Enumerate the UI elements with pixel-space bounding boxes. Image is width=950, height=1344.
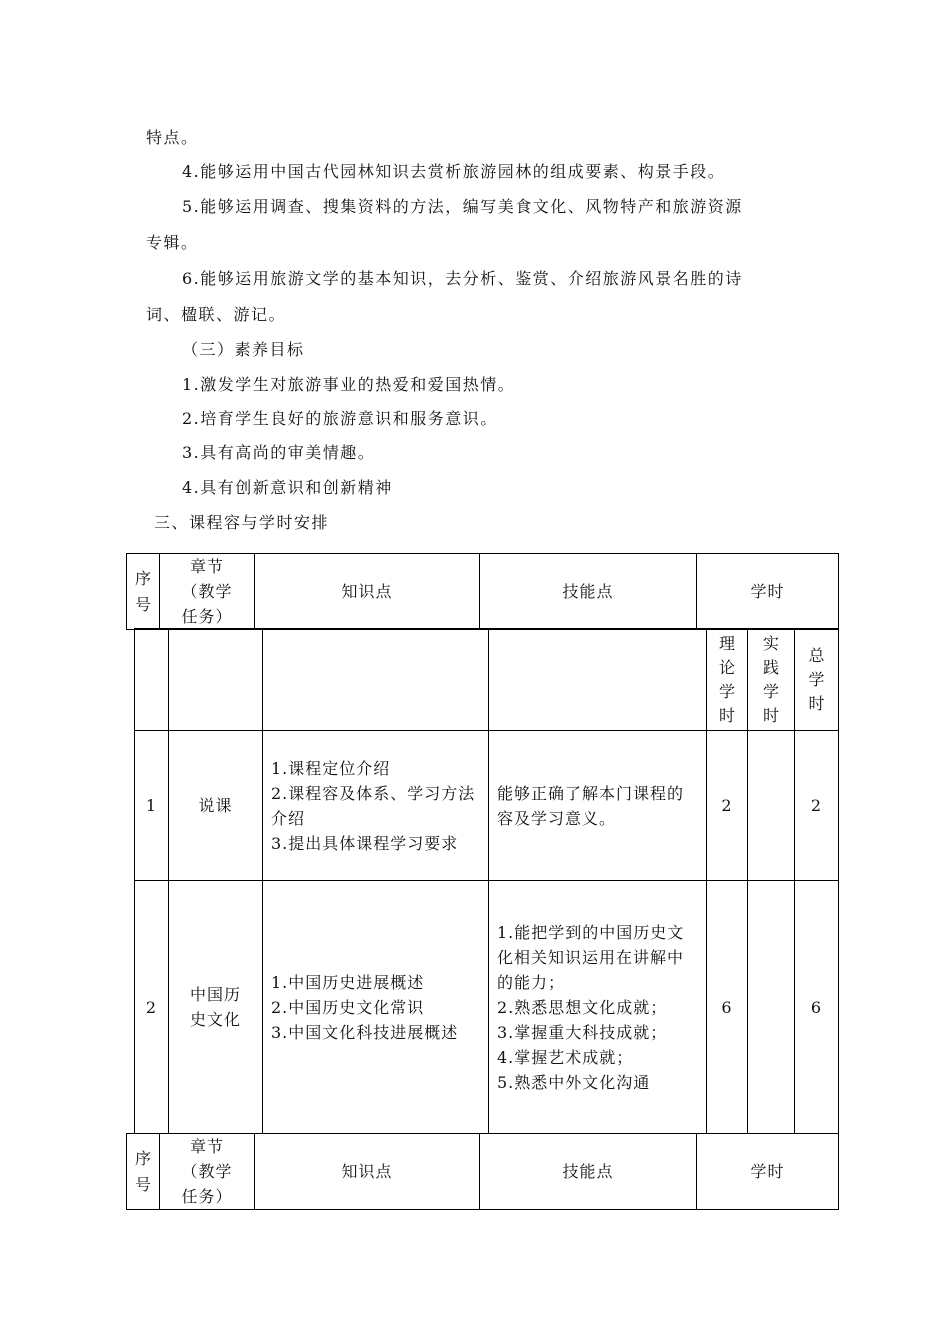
- row-theory: 2: [707, 731, 748, 881]
- table-subheader-row: [135, 629, 839, 731]
- table-row: [135, 731, 839, 881]
- row-knowledge: 1.中国历史进展概述 2.中国历史文化常识 3.中国文化科技进展概述: [263, 881, 489, 1134]
- row-total: 2: [795, 731, 839, 881]
- header-seq: 序号: [127, 554, 160, 630]
- subheader-practice: 实践学时: [748, 629, 795, 731]
- row-chapter: 中国历史文化: [169, 881, 263, 1134]
- table-row: [135, 881, 839, 1134]
- paragraph-line: 1.激发学生对旅游事业的热爱和爱国热情。: [182, 375, 516, 394]
- table-header-repeat: [126, 1133, 839, 1210]
- row-total: 6: [795, 881, 839, 1134]
- paragraph-line: 4.具有创新意识和创新精神: [182, 478, 393, 497]
- paragraph-line: 3.具有高尚的审美情趣。: [182, 443, 376, 462]
- row-seq: 1: [135, 731, 169, 881]
- row-practice: [748, 881, 795, 1134]
- row-practice: [748, 731, 795, 881]
- row-theory: 6: [707, 881, 748, 1134]
- paragraph-line: 6.能够运用旅游文学的基本知识，去分析、鉴赏、介绍旅游风景名胜的诗: [182, 269, 743, 288]
- subheader-total: 总学时: [795, 629, 839, 731]
- header-knowledge: 知识点: [255, 554, 480, 630]
- header-skills: 技能点: [480, 554, 697, 630]
- paragraph-line: 4.能够运用中国古代园林知识去赏析旅游园林的组成要素、构景手段。: [182, 162, 726, 181]
- header-skills: 技能点: [480, 1134, 697, 1210]
- subheader-theory: 理论学时: [707, 629, 748, 731]
- header-seq: 序号: [127, 1134, 160, 1210]
- row-skills: 能够正确了解本门课程的容及学习意义。: [489, 731, 707, 881]
- row-knowledge: 1.课程定位介绍 2.课程容及体系、学习方法介绍 3.提出具体课程学习要求: [263, 731, 489, 881]
- row-seq: 2: [135, 881, 169, 1134]
- section-heading: 三、课程容与学时安排: [154, 513, 330, 532]
- paragraph-line: 特点。: [146, 128, 199, 147]
- row-skills: 1.能把学到的中国历史文化相关知识运用在讲解中的能力； 2.熟悉思想文化成就； 3.掌握重大科技成就； 4.掌握艺术成就； 5.熟悉中外文化沟通: [489, 881, 707, 1134]
- course-table: [134, 628, 839, 1134]
- table-header: [126, 553, 839, 630]
- header-chapter: 章节（教学任务）: [160, 1134, 255, 1210]
- paragraph-line: 5.能够运用调查、搜集资料的方法，编写美食文化、风物特产和旅游资源: [182, 197, 743, 216]
- header-chapter: 章节（教学任务）: [160, 554, 255, 630]
- header-hours: 学时: [697, 1134, 839, 1210]
- paragraph-line: 专辑。: [146, 233, 199, 252]
- paragraph-line: 2.培育学生良好的旅游意识和服务意识。: [182, 409, 498, 428]
- header-hours: 学时: [697, 554, 839, 630]
- section-heading: （三）素养目标: [182, 340, 305, 359]
- header-knowledge: 知识点: [255, 1134, 480, 1210]
- paragraph-line: 词、楹联、游记。: [146, 305, 287, 324]
- row-chapter: 说课: [169, 731, 263, 881]
